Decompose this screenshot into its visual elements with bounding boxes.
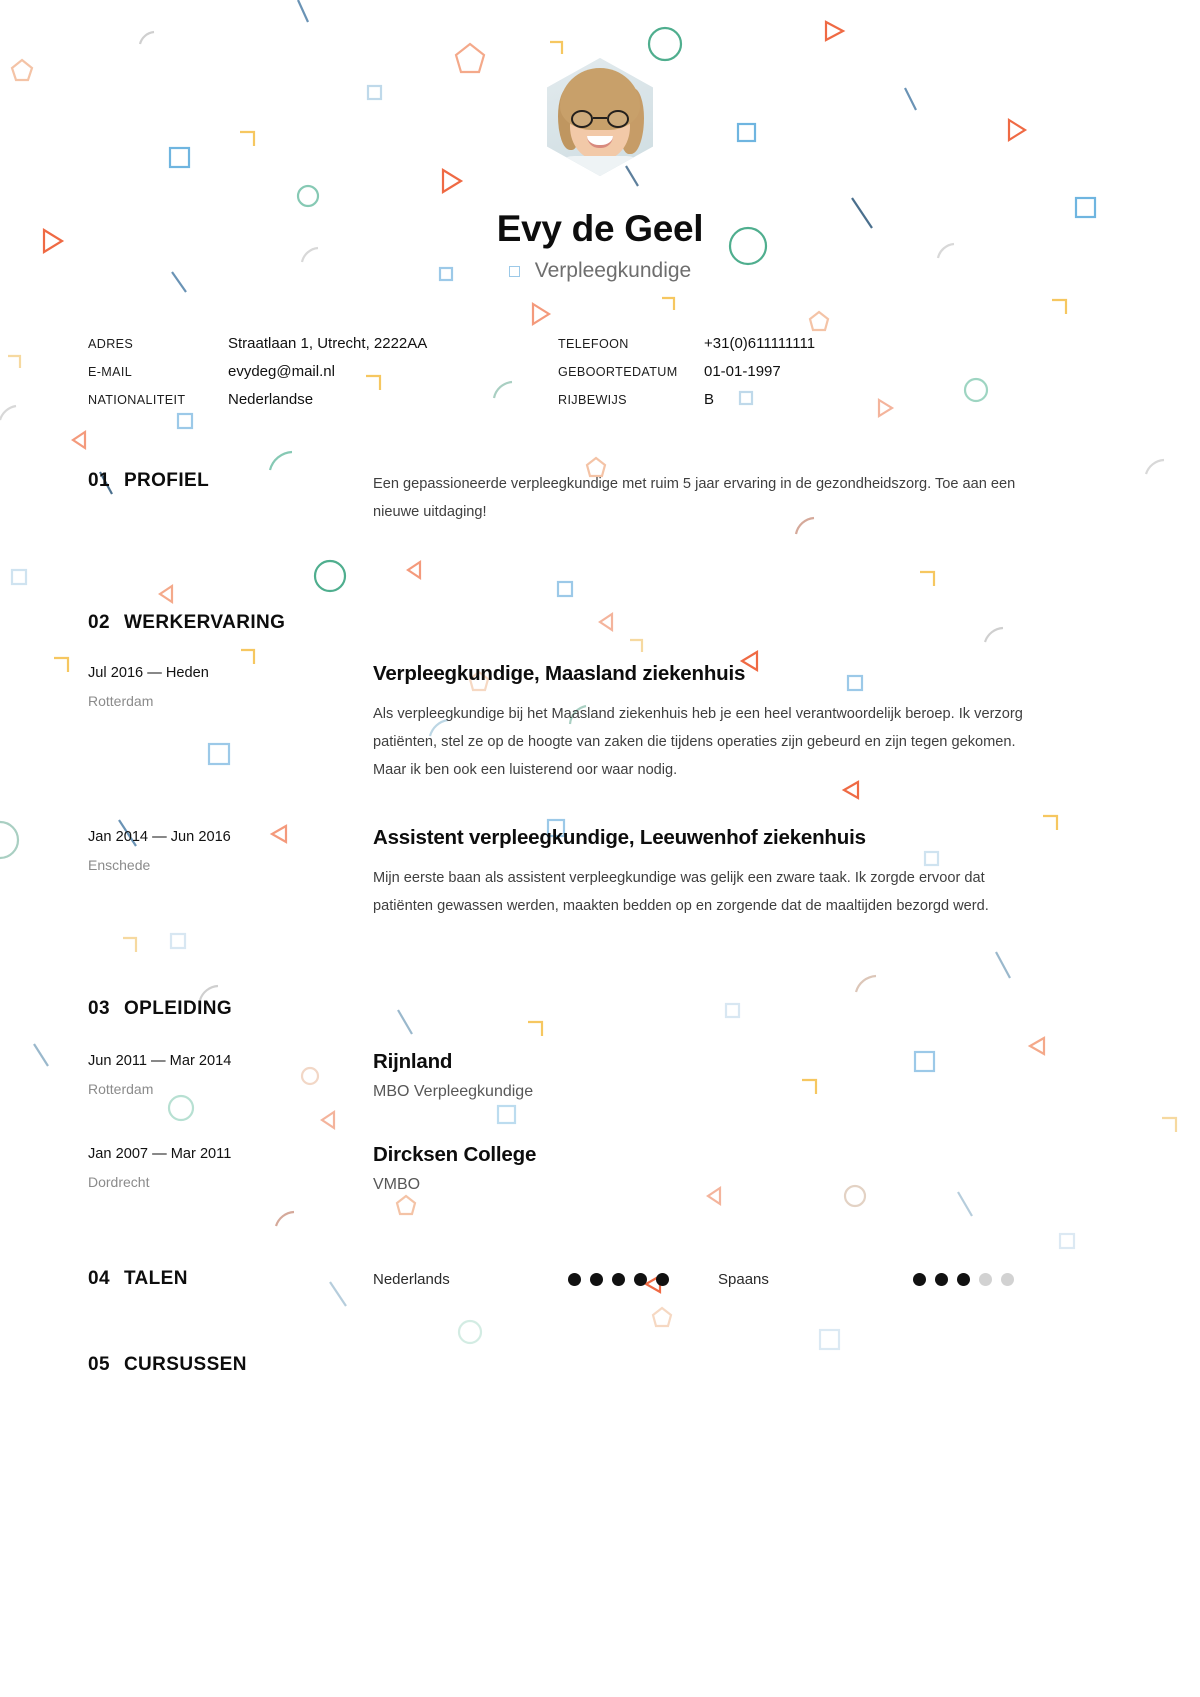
rating-dot [935,1273,948,1286]
rating-dot [590,1273,603,1286]
section-heading-cursussen [88,1354,373,1376]
work-entry-date: Jan 2014 — Jun 2016 [88,829,231,846]
contact-label-email: E-MAIL [88,364,133,379]
education-entry-content [373,1050,1112,1101]
cv-header [88,0,1112,283]
avatar [547,58,653,176]
section-heading-profiel [88,470,373,526]
square-accent-icon [509,266,520,277]
education-entry-meta [88,1143,373,1194]
language-list [373,1268,1112,1290]
section-number-profiel: 01 [88,470,110,491]
glasses-icon [571,110,629,128]
contact-label-rijbewijs: RIJBEWIJS [558,392,627,407]
contact-value-geboortedatum: 01-01-1997 [704,363,781,380]
job-title: Verpleegkundige [534,259,692,282]
contact-value-email: evydeg@mail.nl [228,363,335,380]
glasses-bridge [593,117,607,119]
section-number-werkervaring: 02 [88,612,110,634]
education-entry-title: Dircksen College [373,1143,537,1167]
rating-dot [979,1273,992,1286]
work-entry-place: Enschede [88,857,151,874]
contact-label-geboortedatum: GEBOORTEDATUM [558,364,678,379]
language-name: Spaans [718,1270,769,1288]
section-heading-werkervaring [88,612,373,634]
section-title-cursussen: CURSUSSEN [123,1354,247,1376]
lens-left [571,110,593,128]
shoulder-shape [552,156,648,176]
job-title-row [88,259,1112,283]
profiel-text: Een gepassioneerde verpleegkundige met ruim 5 jaar ervaring in de gezondheidszorg. Toe aan een nieuwe uitdaging! [373,476,1016,521]
education-entry-place: Rotterdam [88,1081,154,1098]
work-entry-description: Mijn eerste baan als assistent verpleegkundige was gelijk een zware taak. Ik zorgde ervoor dat patiënten gewassen werden, maakten bedden op en zorgende dat de maaltijden bezorgd werd. [373,870,989,915]
contact-label-nationaliteit: NATIONALITEIT [88,392,186,407]
language-rating [913,1273,1063,1286]
page-title: Evy de Geel [496,208,704,249]
work-entry-title: Verpleegkundige, Maasland ziekenhuis [373,662,746,686]
section-profiel [88,470,1112,526]
contact-label-telefoon: TELEFOON [558,336,629,351]
section-title-profiel: PROFIEL [123,470,210,491]
rating-dot [568,1273,581,1286]
work-entry-date: Jul 2016 — Heden [88,665,209,682]
education-entry-meta [88,1050,373,1101]
education-entry [88,1143,1112,1194]
section-heading-talen [88,1268,373,1290]
education-entry-place: Dordrecht [88,1174,150,1191]
work-entry-meta [88,662,373,784]
work-entry [88,662,1112,784]
section-number-cursussen: 05 [88,1354,110,1376]
education-entry-subtitle: VMBO [373,1176,421,1194]
section-werkervaring [88,612,1112,634]
section-talen [88,1268,1112,1290]
rating-dot [957,1273,970,1286]
contact-details [88,335,1112,408]
section-heading-opleiding [88,998,373,1020]
rating-dot [634,1273,647,1286]
education-entry-title: Rijnland [373,1050,453,1074]
work-entry-meta [88,826,373,920]
contact-label-adres: ADRES [88,336,134,351]
language-rating [568,1273,718,1286]
avatar-hexagon-frame [547,58,653,176]
language-name: Nederlands [373,1270,450,1288]
section-title-talen: TALEN [123,1268,188,1290]
work-entry-place: Rotterdam [88,693,154,710]
education-entry-content [373,1143,1112,1194]
rating-dot [656,1273,669,1286]
work-entry [88,826,1112,920]
rating-dot [1001,1273,1014,1286]
work-entry-content [373,826,1112,920]
contact-value-adres: Straatlaan 1, Utrecht, 2222AA [228,335,428,352]
contact-value-telefoon: +31(0)611111111 [704,335,816,352]
work-entry-description: Als verpleegkundige bij het Maasland ziekenhuis heb je een heel verantwoordelijk beroep. Ik verzorg patiënten, stel ze op de hoogte van zaken die tijdens operaties zijn gebeurd en zijn tegen gekomen. Maar ik ben ook een luisterend oor waar nodig. [373,706,1023,779]
contact-value-nationaliteit: Nederlandse [228,391,314,408]
section-title-opleiding: OPLEIDING [123,998,233,1020]
section-number-opleiding: 03 [88,998,110,1020]
education-entry-date: Jan 2007 — Mar 2011 [88,1146,232,1163]
rating-dot [612,1273,625,1286]
rating-dot [913,1273,926,1286]
education-entry [88,1050,1112,1101]
section-opleiding [88,998,1112,1020]
section-number-talen: 04 [88,1268,110,1290]
work-entry-content [373,662,1112,784]
section-cursussen [88,1354,1112,1376]
education-entry-subtitle: MBO Verpleegkundige [373,1083,534,1101]
work-entry-title: Assistent verpleegkundige, Leeuwenhof ziekenhuis [373,826,866,850]
section-title-werkervaring: WERKERVARING [123,612,286,634]
lens-right [607,110,629,128]
education-entry-date: Jun 2011 — Mar 2014 [88,1053,232,1070]
contact-value-rijbewijs: B [704,391,715,408]
